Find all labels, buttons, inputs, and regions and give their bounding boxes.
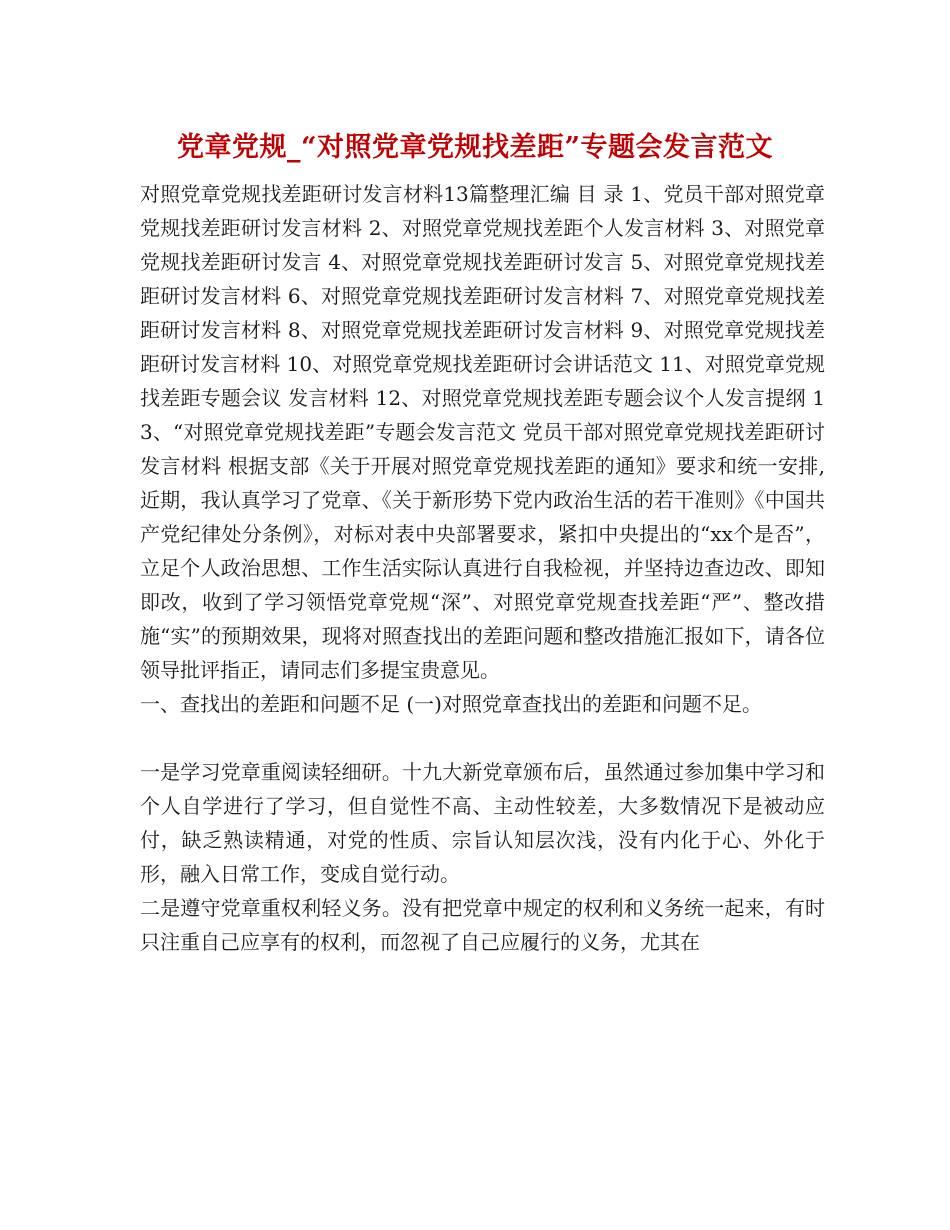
paragraph-section-heading: 一、查找出的差距和问题不足 (一)对照党章查找出的差距和问题不足。: [140, 692, 762, 716]
document-title: 党章党规_“对照党章党规找差距”专题会发言范文: [176, 132, 774, 163]
paragraph-spacer: [140, 721, 825, 755]
paragraph-point-one: 一是学习党章重阅读轻细研。十九大新党章颁布后，虽然通过参加集中学习和个人自学进行了学习，但自觉性不高、主动性较差，大多数情况下是被动应付，缺乏熟读精通，对党的性质、宗旨认知层次浅，没有内化于心、外化于形，融入日常工作，变成自觉行动。: [140, 760, 825, 886]
paragraph-point-two: 二是遵守党章重权利轻义务。没有把党章中规定的权利和义务统一起来，有时只注重自己应享有的权利，而忽视了自己应履行的义务，尤其在: [140, 896, 825, 954]
document-body: [140, 177, 825, 959]
paragraph-table-of-contents: 对照党章党规找差距研讨发言材料13篇整理汇编 目 录 1、党员干部对照党章党规找差距研讨发言材料 2、对照党章党规找差距个人发言材料 3、对照党章党规找差距研讨发言 4、对照党章党规找差距研讨发言 5、对照党章党规找差距研讨发言材料 6、对照党章党规找差距研讨发言材料 7、对照党章党规找差距研讨发言材料 8、对照党章党规找差距研讨发言材料 9、对照党章党规找差距研讨发言材料 10、对照党章党规找差距研讨会讲话范文 11、对照党章党规找差距专题会议 发言材料 12、对照党章党规找差距专题会议个人发言提纲 13、“对照党章党规找差距”专题会发言范文 党员干部对照党章党规找差距研讨发言材料 根据支部《关于开展对照党章党规找差距的通知》要求和统一安排,近期，我认真学习了党章、《关于新形势下党内政治生活的若干准则》《中国共产党纪律处分条例》，对标对表中央部署要求，紧扣中央提出的“xx个是否”，立足个人政治思想、工作生活实际认真进行自我检视，并坚持边查边改、即知即改，收到了学习领悟党章党规“深”、对照党章党规查找差距“严”、整改措施“实”的预期效果，现将对照查找出的差距问题和整改措施汇报如下，请各位领导批评指正，请同志们多提宝贵意见。: [140, 182, 825, 682]
